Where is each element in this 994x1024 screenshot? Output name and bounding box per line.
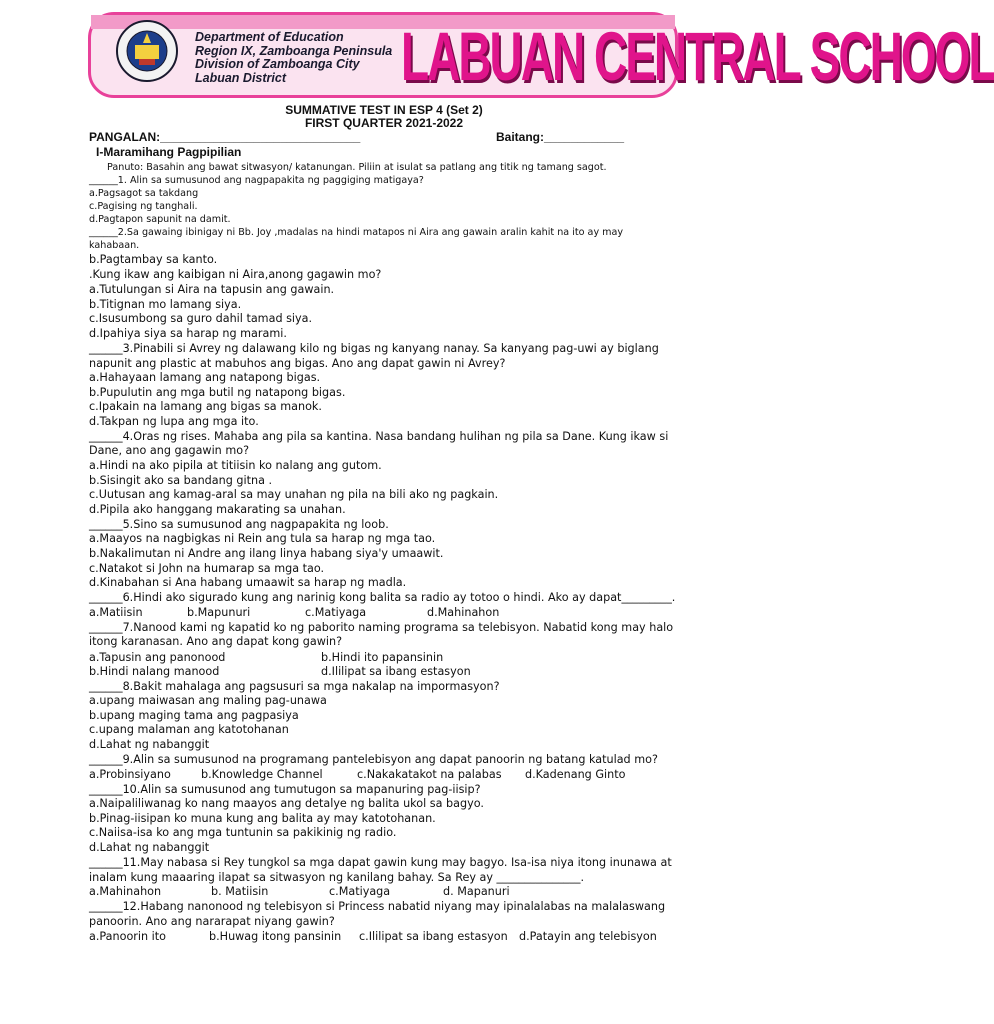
q3-stem-2: napunit ang plastic at mabuhos ang bigas. Ano ang dapat gawin ni Avrey?: [89, 357, 506, 370]
q2-stem-2: kahabaan.: [89, 240, 140, 251]
school-header-banner: [88, 12, 994, 98]
q8-choice-b: b.upang maging tama ang pagpasiya: [89, 709, 299, 722]
q4-choice-c: c.Uutusan ang kamag-aral sa may unahan ng pila na bili ako ng pagkain.: [89, 488, 499, 501]
q2-stem-1: ______2.Sa gawaing ibinigay ni Bb. Joy ,madalas na hindi matapos ni Aira ang gawain aralin kahit na ito ay may: [89, 227, 624, 238]
q8-choice-c: c.upang malaman ang katotohanan: [89, 723, 289, 736]
q5-choice-a: a.Maayos na nagbigkas ni Rein ang tula sa harap ng mga tao.: [89, 532, 436, 545]
q4-choice-b: b.Sisingit ako sa bandang gitna .: [89, 474, 273, 487]
q2-choice-d: d.Ipahiya siya sa harap ng marami.: [89, 327, 287, 340]
q2-choice-c: c.Isusumbong sa guro dahil tamad siya.: [89, 312, 313, 325]
q7-choice-a: a.Tapusin ang panonood: [89, 651, 226, 664]
q5-choice-b: b.Nakalimutan ni Andre ang ilang linya habang siya'y umaawit.: [89, 547, 444, 560]
q1-choice-a: a.Pagsagot sa takdang: [89, 188, 199, 199]
q11-choice-c: c.Matiyaga: [329, 885, 391, 898]
q7-choice-c: b.Hindi nalang manood: [89, 665, 220, 678]
q8-choice-a: a.upang maiwasan ang maling pag-unawa: [89, 694, 327, 707]
q3-choice-c: c.Ipakain na lamang ang bigas sa manok.: [89, 400, 322, 413]
q6-choice-b: b.Mapunuri: [187, 606, 251, 619]
q10-choice-b: b.Pinag-iisipan ko muna kung ang balita ay may katotohanan.: [89, 812, 436, 825]
q3-choice-b: b.Pupulutin ang mga butil ng natapong bigas.: [89, 386, 346, 399]
section-heading: I-Maramihang Pagpipilian: [96, 145, 242, 159]
dept-line-2: Region IX, Zamboanga Peninsula: [195, 43, 393, 58]
q4-choice-a: a.Hindi na ako pipila at titiisin ko nalang ang gutom.: [89, 459, 382, 472]
department-text: [195, 31, 392, 85]
q5-stem: ______5.Sino sa sumusunod ang nagpapakita ng loob.: [89, 518, 389, 531]
q12-choice-a: a.Panoorin ito: [89, 930, 166, 943]
dept-line-3: Division of Zamboanga City: [195, 57, 360, 71]
deped-seal-logo: [115, 19, 179, 83]
q2-question: .Kung ikaw ang kaibigan ni Aira,anong gagawin mo?: [89, 268, 382, 281]
q6-choice-c: c.Matiyaga: [305, 606, 367, 619]
name-field-label: PANGALAN:______________________________: [89, 130, 361, 144]
q6-choice-d: d.Mahinahon: [427, 606, 500, 619]
q7-choice-d: d.Ililipat sa ibang estasyon: [321, 665, 471, 678]
q9-choice-b: b.Knowledge Channel: [201, 768, 323, 781]
q4-stem-2: Dane, ano ang gagawin mo?: [89, 444, 250, 457]
grade-field-label: Baitang:____________: [496, 130, 625, 144]
q5-choice-c: c.Natakot si John na humarap sa mga tao.: [89, 562, 325, 575]
q11-stem-2: inalam kung maaaring ilapat sa sitwasyon ng kanilang bahay. Sa Rey ay _______________.: [89, 871, 585, 884]
instructions: Panuto: Basahin ang bawat sitwasyon/ katanungan. Piliin at isulat sa patlang ang titik ng tamang sagot.: [107, 162, 607, 173]
q2-extra-choice: b.Pagtambay sa kanto.: [89, 253, 218, 266]
q10-choice-a: a.Naipaliliwanag ko nang maayos ang detalye ng balita ukol sa bagyo.: [89, 797, 484, 810]
q6-stem: ______6.Hindi ako sigurado kung ang narinig kong balita sa radio ay totoo o hindi. Ako ay dapat_________.: [89, 591, 676, 604]
q3-choice-a: a.Hahayaan lamang ang natapong bigas.: [89, 371, 321, 384]
q8-choice-d: d.Lahat ng nabanggit: [89, 738, 210, 751]
q7-stem-1: ______7.Nanood kami ng kapatid ko ng paborito naming programa sa telebisyon. Nabatid kong may halo: [89, 621, 674, 634]
q1-choice-d: d.Pagtapon sapunit na damit.: [89, 214, 231, 225]
q11-choice-a: a.Mahinahon: [89, 885, 162, 898]
q2-choice-a: a.Tutulungan si Aira na tapusin ang gawain.: [89, 283, 335, 296]
quarter-title: FIRST QUARTER 2021-2022: [304, 116, 464, 130]
q2-choice-b: b.Titignan mo lamang siya.: [89, 298, 242, 311]
q3-choice-d: d.Takpan ng lupa ang mga ito.: [89, 415, 259, 428]
q7-choice-b: b.Hindi ito papansinin: [321, 651, 444, 664]
q10-choice-c: c.Naiisa-isa ko ang mga tuntunin sa pakikinig ng radio.: [89, 826, 397, 839]
q9-choice-d: d.Kadenang Ginto: [525, 768, 626, 781]
q12-choice-c: c.Ililipat sa ibang estasyon: [359, 930, 508, 943]
q10-stem: ______10.Alin sa sumusunod ang tumutugon sa mapanuring pag-iisip?: [89, 783, 481, 796]
q4-stem-1: ______4.Oras ng rises. Mahaba ang pila sa kantina. Nasa bandang hulihan ng pila sa Dane. Kung ikaw si: [89, 430, 669, 443]
q8-stem: ______8.Bakit mahalaga ang pagsusuri sa mga nakalap na impormasyon?: [89, 680, 500, 693]
q5-choice-d: d.Kinabahan si Ana habang umaawit sa harap ng madla.: [89, 576, 407, 589]
q7-stem-2: itong karanasan. Ano ang dapat kong gawin?: [89, 635, 343, 648]
dept-line-4: Labuan District: [195, 70, 286, 85]
q3-stem-1: ______3.Pinabili si Avrey ng dalawang kilo ng bigas ng kanyang nanay. Sa kanyang pag-uwi ay biglang: [89, 342, 659, 355]
q11-stem-1: ______11.May nabasa si Rey tungkol sa mga dapat gawin kung may bagyo. Isa-isa niya itong inunawa at: [89, 856, 672, 869]
q12-stem-1: ______12.Habang nanonood ng telebisyon si Princess nabatid niyang may ipinalalabas na malalaswang: [89, 900, 666, 913]
q9-stem: ______9.Alin sa sumusunod na programang pantelebisyon ang dapat panoorin ng batang katulad mo?: [89, 753, 658, 766]
school-name: LABUAN CENTRAL SCHOOL: [401, 17, 994, 95]
q10-choice-d: d.Lahat ng nabanggit: [89, 841, 210, 854]
q1-choice-c: c.Pagising ng tanghali.: [89, 201, 198, 212]
q12-stem-2: panoorin. Ano ang nararapat niyang gawin?: [89, 915, 335, 928]
q12-choice-b: b.Huwag itong pansinin: [209, 930, 342, 943]
q11-choice-b: b. Matiisin: [211, 885, 269, 898]
q4-choice-d: d.Pipila ako hanggang makarating sa unahan.: [89, 503, 346, 516]
test-title: SUMMATIVE TEST IN ESP 4 (Set 2): [285, 103, 483, 117]
q12-choice-d: d.Patayin ang telebisyon: [519, 930, 657, 943]
q11-choice-d: d. Mapanuri: [443, 885, 510, 898]
q1-stem: ______1. Alin sa sumusunod ang nagpapakita ng paggiging matigaya?: [89, 175, 424, 186]
dept-line-1: Department of Education: [195, 30, 344, 44]
q6-choice-a: a.Matiisin: [89, 606, 143, 619]
q9-choice-c: c.Nakakatakot na palabas: [357, 768, 502, 781]
q9-choice-a: a.Probinsiyano: [89, 768, 171, 781]
